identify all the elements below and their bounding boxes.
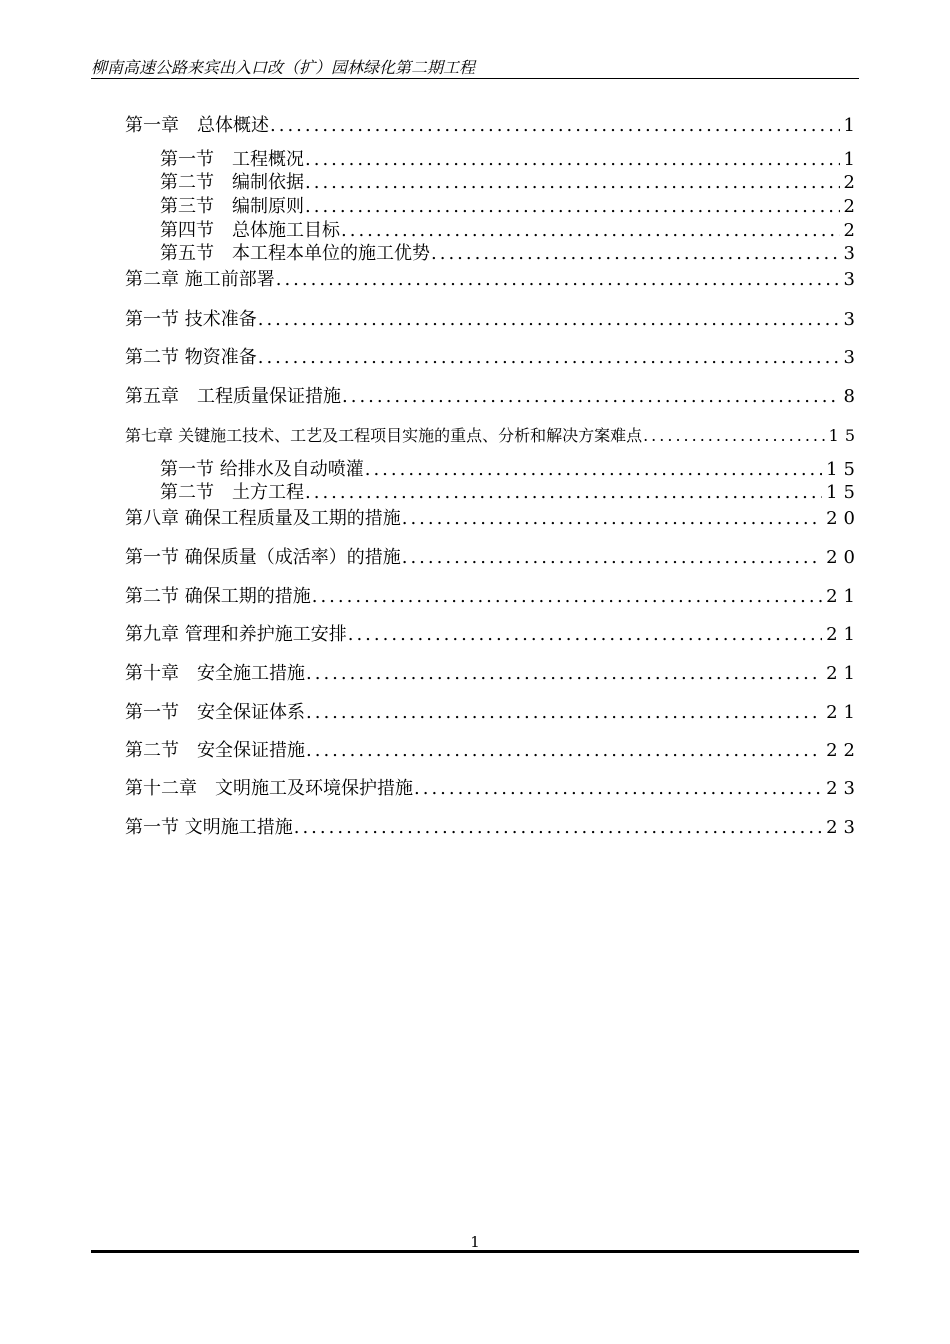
toc-page: 20	[826, 547, 861, 568]
toc-page: 23	[826, 778, 861, 799]
toc-entry-chapter7-section-1[interactable]	[160, 458, 861, 482]
dot-leader	[306, 662, 822, 686]
toc-title: 第十二章 文明施工及环境保护措施	[125, 778, 413, 799]
toc-entry-section-1-5[interactable]	[160, 242, 861, 266]
toc-entry-section-1-3[interactable]	[160, 195, 861, 219]
toc-title: 第十章 安全施工措施	[125, 663, 305, 684]
dot-leader	[402, 507, 822, 531]
toc-title: 第一节 安全保证体系	[125, 702, 305, 723]
dot-leader	[305, 195, 840, 219]
dot-leader	[306, 701, 822, 725]
toc-title: 第五节 本工程本单位的施工优势	[160, 243, 430, 264]
toc-title: 第七章 关键施工技术、工艺及工程项目实施的重点、分析和解决方案难点	[125, 426, 643, 445]
toc-title: 第二节 确保工期的措施	[125, 586, 311, 607]
toc-page: 8	[843, 386, 861, 407]
toc-entry-chapter-2[interactable]	[125, 268, 861, 292]
dot-leader	[270, 114, 840, 138]
dot-leader	[305, 171, 840, 195]
dot-leader	[341, 219, 840, 243]
toc-title: 第一节 确保质量（成活率）的措施	[125, 547, 401, 568]
dot-leader	[365, 458, 822, 482]
dot-leader	[348, 623, 822, 647]
dot-leader	[342, 385, 840, 409]
toc-title: 第二节 安全保证措施	[125, 740, 305, 761]
toc-page: 3	[843, 269, 861, 290]
toc-title: 第一节 给排水及自动喷灌	[160, 459, 364, 480]
toc-entry-section-1-1[interactable]	[160, 148, 861, 172]
footer-rule	[91, 1250, 859, 1253]
toc-entry-chapter-10[interactable]	[125, 662, 861, 686]
toc-page: 23	[826, 817, 861, 838]
toc-entry-section-1-4[interactable]	[160, 219, 861, 243]
toc-entry-chapter-12[interactable]	[125, 777, 861, 801]
toc-entry-chapter-7[interactable]	[125, 424, 861, 448]
toc-entry-chapter8-section-1[interactable]	[125, 546, 861, 570]
toc-entry-chapter12-section-1[interactable]	[125, 816, 861, 840]
toc-page: 2	[843, 172, 861, 193]
toc-page: 1	[843, 115, 861, 136]
toc-page: 15	[826, 459, 861, 480]
dot-leader	[276, 268, 840, 292]
toc-entry-chapter-9[interactable]	[125, 623, 861, 647]
toc-entry-chapter8-section-2[interactable]	[125, 585, 861, 609]
toc-title: 第二章 施工前部署	[125, 269, 275, 290]
toc-page: 21	[826, 663, 861, 684]
toc-entry-chapter10-section-2[interactable]	[125, 739, 861, 763]
toc-title: 第一节 技术准备	[125, 309, 257, 330]
dot-leader	[643, 424, 825, 448]
toc-page: 1	[843, 149, 861, 170]
toc-page: 15	[828, 426, 861, 445]
dot-leader	[294, 816, 822, 840]
toc-page: 3	[843, 347, 861, 368]
dot-leader	[431, 242, 840, 266]
dot-leader	[258, 346, 840, 370]
toc-page: 21	[826, 586, 861, 607]
toc-page: 21	[826, 702, 861, 723]
toc-title: 第一章 总体概述	[125, 115, 269, 136]
toc-title: 第二节 编制依据	[160, 172, 304, 193]
toc-title: 第四节 总体施工目标	[160, 220, 340, 241]
dot-leader	[305, 481, 822, 505]
toc-title: 第二节 土方工程	[160, 482, 304, 503]
toc-entry-chapter2-section-1[interactable]	[125, 308, 861, 332]
page-number: 1	[470, 1233, 480, 1251]
toc-page: 3	[843, 309, 861, 330]
toc-page: 21	[826, 624, 861, 645]
toc-page: 15	[826, 482, 861, 503]
toc-title: 第五章 工程质量保证措施	[125, 386, 341, 407]
toc-title: 第九章 管理和养护施工安排	[125, 624, 347, 645]
toc-title: 第二节 物资准备	[125, 347, 257, 368]
toc-entry-chapter7-section-2[interactable]	[160, 481, 861, 505]
toc-page: 2	[843, 220, 861, 241]
toc-page: 22	[826, 740, 861, 761]
toc-title: 第八章 确保工程质量及工期的措施	[125, 508, 401, 529]
running-header: 柳南高速公路来宾出入口改（扩）园林绿化第二期工程	[91, 58, 476, 77]
toc-page: 20	[826, 508, 861, 529]
toc-entry-section-1-2[interactable]	[160, 171, 861, 195]
dot-leader	[305, 148, 840, 172]
toc-entry-chapter2-section-2[interactable]	[125, 346, 861, 370]
dot-leader	[402, 546, 822, 570]
toc-title: 第三节 编制原则	[160, 196, 304, 217]
toc-page: 3	[843, 243, 861, 264]
toc-entry-chapter-1[interactable]	[125, 114, 861, 138]
dot-leader	[306, 739, 822, 763]
toc-entry-chapter-5[interactable]	[125, 385, 861, 409]
toc-entry-chapter-8[interactable]	[125, 507, 861, 531]
dot-leader	[414, 777, 822, 801]
dot-leader	[258, 308, 840, 332]
toc-entry-chapter10-section-1[interactable]	[125, 701, 861, 725]
toc-page: 2	[843, 196, 861, 217]
dot-leader	[312, 585, 822, 609]
toc-title: 第一节 文明施工措施	[125, 817, 293, 838]
toc-title: 第一节 工程概况	[160, 149, 304, 170]
